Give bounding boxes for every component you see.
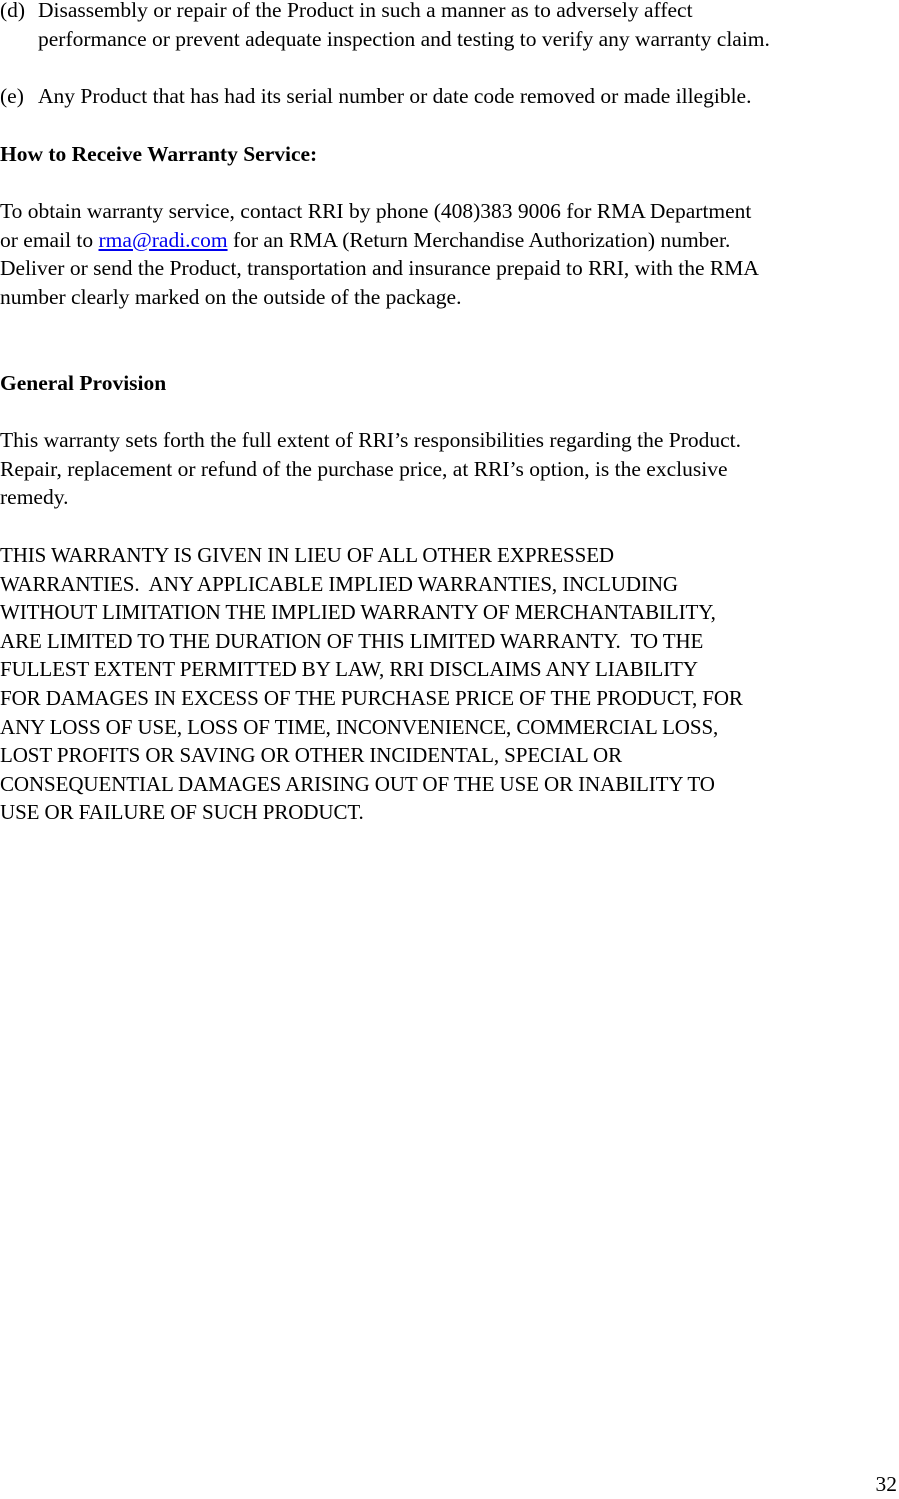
paragraph-line: FULLEST EXTENT PERMITTED BY LAW, RRI DISCLAIMS ANY LIABILITY <box>0 657 698 682</box>
warranty-service-paragraph <box>0 197 895 311</box>
list-item-line: performance or prevent adequate inspection and testing to verify any warranty claim. <box>38 26 770 51</box>
paragraph-line: This warranty sets forth the full extent of RRI’s responsibilities regarding the Product. <box>0 428 742 452</box>
paragraph-line: USE OR FAILURE OF SUCH PRODUCT. <box>0 800 364 825</box>
text-run: for an RMA (Return Merchandise Authorization) number. <box>227 227 731 252</box>
paragraph-line: ARE LIMITED TO THE DURATION OF THIS LIMITED WARRANTY. TO THE <box>0 628 704 653</box>
paragraph-line: LOST PROFITS OR SAVING OR OTHER INCIDENTAL, SPECIAL OR <box>0 743 622 768</box>
paragraph-line: ANY LOSS OF USE, LOSS OF TIME, INCONVENIENCE, COMMERCIAL LOSS, <box>0 714 719 739</box>
paragraph-line: Deliver or send the Product, transportation and insurance prepaid to RRI, with the RMA <box>0 256 759 281</box>
page-number: 32 <box>875 1472 897 1496</box>
list-marker: (d) <box>0 0 26 22</box>
paragraph-line: THIS WARRANTY IS GIVEN IN LIEU OF ALL OTHER EXPRESSED <box>0 543 614 567</box>
paragraph-line <box>0 226 895 255</box>
paragraph-line: CONSEQUENTIAL DAMAGES ARISING OUT OF THE USE OR INABILITY TO <box>0 771 715 796</box>
list-item-text <box>38 82 890 111</box>
section-heading-warranty-service: How to Receive Warranty Service: <box>0 142 318 166</box>
paragraph-line: FOR DAMAGES IN EXCESS OF THE PURCHASE PRICE OF THE PRODUCT, FOR <box>0 685 743 710</box>
list-item-e <box>0 82 890 111</box>
paragraph-line: remedy. <box>0 485 69 510</box>
list-item-line: Disassembly or repair of the Product in such a manner as to adversely affect <box>38 0 693 22</box>
paragraph-line: WARRANTIES. ANY APPLICABLE IMPLIED WARRANTIES, INCLUDING <box>0 571 678 596</box>
paragraph-line: Repair, replacement or refund of the purchase price, at RRI’s option, is the exclusive <box>0 456 728 481</box>
list-item-text <box>38 0 890 53</box>
list-item-line: Any Product that has had its serial number or date code removed or made illegible. <box>38 84 752 108</box>
section-heading-general-provision: General Provision <box>0 371 167 395</box>
general-provision-paragraph <box>0 426 895 512</box>
paragraph-line: number clearly marked on the outside of the package. <box>0 284 462 309</box>
email-link[interactable]: rma@radi.com <box>98 227 228 252</box>
list-item-d <box>0 0 890 53</box>
paragraph-line: To obtain warranty service, contact RRI by phone (408)383 9006 for RMA Department <box>0 199 752 223</box>
text-run: or email to <box>0 227 99 252</box>
disclaimer-paragraph <box>0 541 899 827</box>
list-marker: (e) <box>0 84 24 108</box>
paragraph-line: WITHOUT LIMITATION THE IMPLIED WARRANTY OF MERCHANTABILITY, <box>0 600 716 625</box>
